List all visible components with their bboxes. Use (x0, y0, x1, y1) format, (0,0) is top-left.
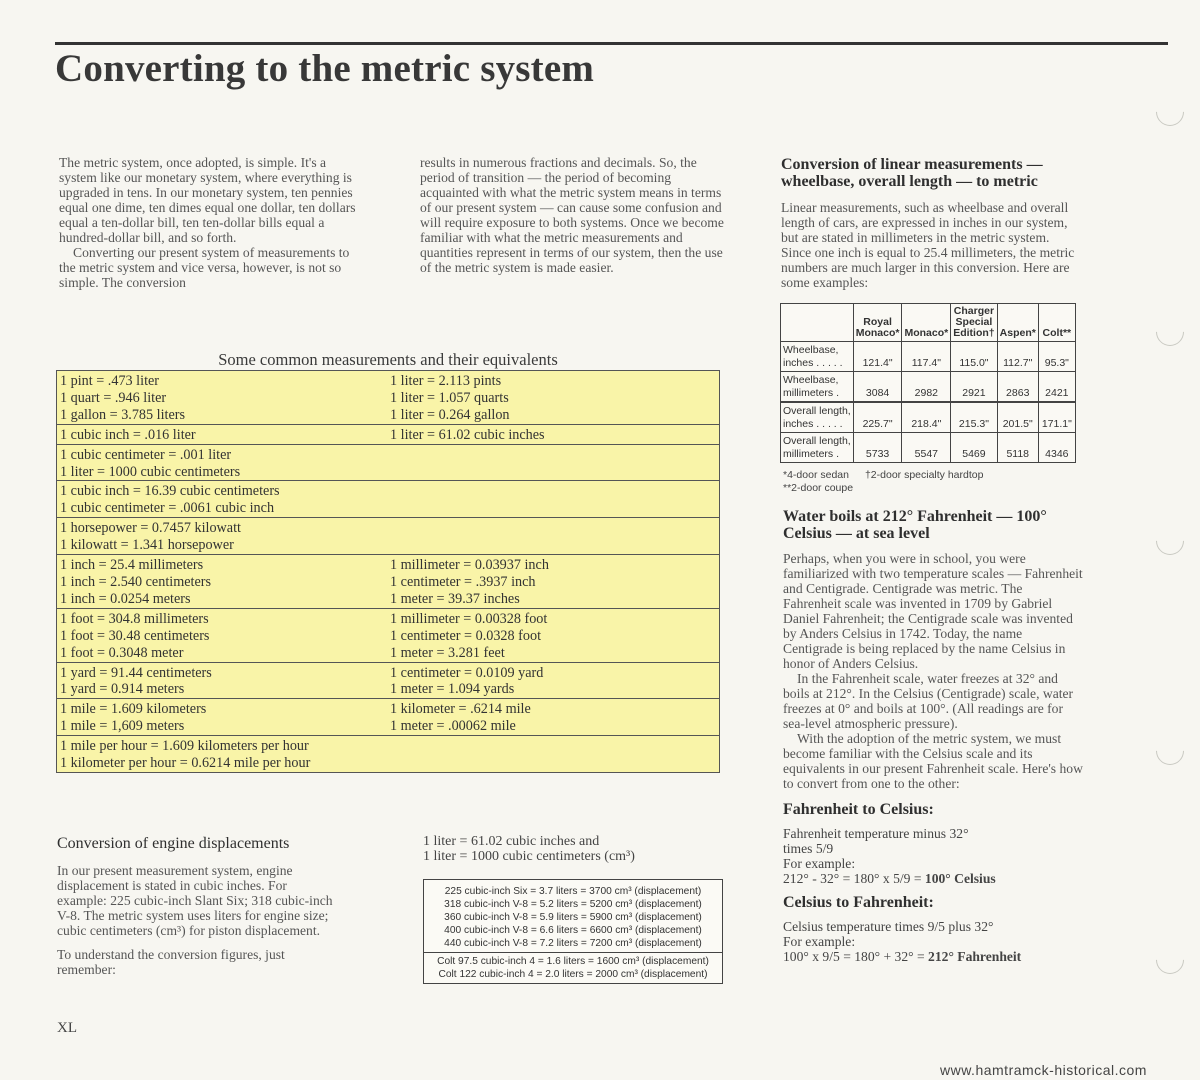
engine-row: 225 cubic-inch Six = 3.7 liters = 3700 cm³ (displacement) (444, 886, 702, 897)
conversion-right-cell (387, 445, 719, 481)
temperature-heading: Water boils at 212° Fahrenheit — 100° Celsius — at sea level (783, 508, 1047, 542)
page-title: Converting to the metric system (55, 47, 595, 90)
intro-paragraph: Converting our present system of measurements to the metric system and vice versa, however, is not so simple. The conversion (59, 245, 350, 290)
conversion-equivalence: 1 meter = 3.281 feet (390, 644, 505, 661)
conversion-left-cell (57, 481, 387, 517)
conversion-equivalence: 1 millimeter = 0.03937 inch (390, 557, 549, 574)
conversion-equivalence: 1 cubic inch = 16.39 cubic centimeters (60, 483, 280, 500)
linear-value-cell: 2421 (1038, 372, 1075, 403)
engine-paragraph: To understand the conversion figures, just remember: (57, 947, 285, 977)
intro-column-2 (420, 155, 725, 275)
binder-hole (1150, 940, 1190, 980)
remember-line: 1 liter = 61.02 cubic inches and (423, 834, 600, 849)
conversion-row (57, 608, 719, 662)
conversion-equivalence: 1 meter = 39.37 inches (390, 590, 520, 607)
page-folio: XL (57, 1020, 77, 1036)
linear-row (781, 402, 1076, 433)
engine-heading: Conversion of engine displacements (57, 835, 290, 852)
formula-result: 212° Fahrenheit (928, 949, 1022, 964)
engine-row: 440 cubic-inch V-8 = 7.2 liters = 7200 cm³ (displacement) (444, 938, 702, 949)
linear-row-label-line: Overall length, (783, 405, 851, 417)
conversion-equivalence: 1 liter = 61.02 cubic inches (390, 426, 545, 443)
formula-line: For example: (783, 856, 856, 871)
conversion-equivalence: 1 yard = 0.914 meters (60, 681, 185, 698)
engine-row: 360 cubic-inch V-8 = 5.9 liters = 5900 cm³ (displacement) (444, 912, 702, 923)
remember-lines (423, 834, 723, 864)
linear-row-label-line: Wheelbase, (783, 344, 839, 356)
linear-heading: Conversion of linear measurements — wheelbase, overall length — to metric (781, 156, 1043, 190)
conversion-equivalence: 1 mile per hour = 1.609 kilometers per hour (60, 738, 309, 755)
linear-value-cell: 4346 (1038, 433, 1075, 463)
engine-section (57, 835, 377, 977)
linear-value-cell: 5469 (951, 433, 997, 463)
intro-paragraph: The metric system, once adopted, is simple. It's a system like our monetary system, where everything is upgraded in tens. In our monetary system, ten pennies equal one dime, ten dimes equal one dollar, ten dollars equal a ten-dollar bill, ten ten-dollar bills equal a hundred-dollar bill, and so forth. (59, 155, 356, 245)
conversion-equivalence: 1 cubic inch = .016 liter (60, 426, 196, 443)
binder-hole (1150, 521, 1190, 561)
linear-value-cell: 2921 (951, 372, 997, 403)
linear-row-label-line: inches . . . . . (783, 356, 843, 369)
linear-row-label-line: millimeters . (783, 447, 840, 460)
linear-row-label (781, 372, 854, 403)
conversion-equivalence: 1 gallon = 3.785 liters (60, 406, 186, 423)
conversion-left-cell (57, 371, 387, 424)
linear-row (781, 433, 1076, 463)
linear-value-cell: 2982 (902, 372, 951, 403)
conversion-row (57, 554, 719, 608)
linear-value-cell: 121.4" (853, 342, 902, 372)
linear-header-row (781, 304, 1076, 342)
linear-column-header: Monaco* (902, 304, 951, 342)
footnote: **2-door coupe (783, 482, 854, 494)
conversion-row (57, 662, 719, 699)
linear-row-label (781, 342, 854, 372)
title-rule (55, 42, 1168, 45)
footnote: *4-door sedan (783, 469, 849, 481)
formula-example: 100° x 9/5 = 180° + 32° = (783, 949, 929, 964)
linear-value-cell: 112.7" (997, 342, 1038, 372)
formula-line: For example: (783, 934, 856, 949)
conversion-equivalence: 1 millimeter = 0.00328 foot (390, 610, 548, 627)
linear-table (780, 303, 1076, 463)
conversion-equivalence: 1 kilometer per hour = 0.6214 mile per hour (60, 755, 311, 772)
linear-column-header: Colt** (1038, 304, 1075, 342)
linear-corner-cell (781, 304, 854, 342)
engine-row: 318 cubic-inch V-8 = 5.2 liters = 5200 cm³ (displacement) (444, 899, 702, 910)
formula-line: times 5/9 (783, 841, 834, 856)
conversion-right-cell (387, 609, 719, 662)
conversion-right-cell (387, 736, 719, 772)
conversion-right-cell (387, 699, 719, 735)
linear-value-cell: 201.5" (997, 402, 1038, 433)
binder-hole (1150, 92, 1190, 132)
conversion-equivalence: 1 inch = 2.540 centimeters (60, 573, 212, 590)
linear-value-cell: 5118 (997, 433, 1038, 463)
formula-example: 212° - 32° = 180° x 5/9 = (783, 871, 925, 886)
conversion-left-cell (57, 609, 387, 662)
temperature-paragraph: Perhaps, when you were in school, you were familiarized with two temperature scales — Fahrenheit and Centigrade. Centigrade was metric. The Fahrenheit scale was invented in 1709 by Gabriel Daniel Fahrenheit; the Centigrade scale was invented by Anders Celsius in 1742. Today, the name Centigrade is being replaced by the name Celsius in honor of Anders Celsius. (783, 551, 1083, 671)
linear-value-cell: 5733 (853, 433, 902, 463)
conversion-row (57, 424, 719, 444)
linear-row-label (781, 402, 854, 433)
conversion-equivalence: 1 foot = 30.48 centimeters (60, 627, 210, 644)
conversion-equivalence: 1 liter = 2.113 pints (390, 373, 502, 389)
conversion-right-cell (387, 371, 719, 424)
conversion-right-cell (387, 663, 719, 699)
conversion-equivalence: 1 meter = .00062 mile (390, 718, 516, 735)
intro-paragraph: results in numerous fractions and decimals. So, the period of transition — the period of becoming acquainted with what the metric system means in terms of our present system — can cause some confusion and will require exposure to both systems. Once we become familiar with what the metric measurements and quantities represent in terms of our system, then the use of the metric system is made easier. (420, 155, 724, 275)
linear-row-label (781, 433, 854, 463)
linear-value-cell: 225.7" (853, 402, 902, 433)
linear-column-header: Aspen* (997, 304, 1038, 342)
temperature-paragraph: In the Fahrenheit scale, water freezes at 32° and boils at 212°. In the Celsius (Centigrade) scale, water freezes at 0° and boils at 100°. (All readings are for sea-level atmospheric pressure). (783, 671, 1074, 731)
watermark: www.hamtramck-historical.com (940, 1062, 1147, 1078)
formula-result: 100° Celsius (924, 871, 996, 886)
conversion-equivalence: 1 kilowatt = 1.341 horsepower (60, 537, 234, 554)
conversion-equivalence: 1 liter = 1.057 quarts (390, 389, 509, 406)
f2c-heading: Fahrenheit to Celsius: (783, 801, 934, 818)
linear-value-cell: 218.4" (902, 402, 951, 433)
conversion-equivalence: 1 inch = 25.4 millimeters (60, 557, 204, 574)
remember-line: 1 liter = 1000 cubic centimeters (cm³) (423, 849, 635, 864)
binder-hole (1150, 731, 1190, 771)
linear-section (781, 156, 1081, 290)
footnote: †2-door specialty hardtop (864, 469, 984, 481)
engine-table (423, 879, 723, 984)
conversion-row (57, 735, 719, 772)
conversion-table (56, 370, 720, 773)
formula-line: Celsius temperature times 9/5 plus 32° (783, 919, 994, 934)
engine-row: Colt 122 cubic-inch 4 = 2.0 liters = 2000 cm³ (displacement) (438, 969, 708, 980)
conversion-equivalence: 1 centimeter = 0.0328 foot (390, 627, 542, 644)
linear-row-label-line: millimeters . (783, 386, 840, 399)
linear-paragraph: Linear measurements, such as wheelbase and overall length of cars, are expressed in inches in our system, but are stated in millimeters in the metric system. Since one inch is equal to 25.4 millimeters, the metric numbers are much larger in this conversion. Here are some examples: (781, 200, 1075, 290)
temperature-section (783, 508, 1083, 964)
conversion-equivalence: 1 liter = 0.264 gallon (390, 406, 510, 423)
conversion-equivalence: 1 meter = 1.094 yards (390, 681, 515, 698)
conversion-right-cell (387, 481, 719, 517)
linear-value-cell: 171.1" (1038, 402, 1075, 433)
conversion-equivalence: 1 inch = 0.0254 meters (60, 590, 191, 607)
conversion-equivalence: 1 pint = .473 liter (60, 373, 160, 389)
formula-line: Fahrenheit temperature minus 32° (783, 826, 969, 841)
binder-hole (1150, 312, 1190, 352)
conversion-equivalence: 1 mile = 1,609 meters (60, 718, 185, 735)
linear-row (781, 372, 1076, 403)
linear-value-cell: 5547 (902, 433, 951, 463)
linear-footnotes (783, 469, 983, 495)
engine-row: 400 cubic-inch V-8 = 6.6 liters = 6600 cm³ (displacement) (444, 925, 702, 936)
conversion-equivalence: 1 horsepower = 0.7457 kilowatt (60, 520, 241, 537)
linear-row-label-line: inches . . . . . (783, 417, 843, 430)
conversion-equivalence: 1 quart = .946 liter (60, 389, 167, 406)
conversion-equivalence: 1 liter = 1000 cubic centimeters (60, 463, 241, 480)
conversion-equivalence: 1 kilometer = .6214 mile (390, 701, 531, 718)
intro-column-1 (59, 155, 359, 290)
conversion-equivalence: 1 centimeter = 0.0109 yard (390, 664, 544, 681)
conversion-equivalence: 1 cubic centimeter = .0061 cubic inch (60, 500, 275, 517)
conversion-row (57, 517, 719, 554)
linear-value-cell: 3084 (853, 372, 902, 403)
linear-value-cell: 95.3" (1038, 342, 1075, 372)
linear-row-label-line: Overall length, (783, 435, 851, 447)
conversion-left-cell (57, 699, 387, 735)
conversion-equivalence: 1 yard = 91.44 centimeters (60, 664, 212, 681)
conversion-equivalence: 1 mile = 1.609 kilometers (60, 701, 207, 718)
conversion-row (57, 480, 719, 517)
engine-table-block (424, 880, 722, 952)
conversion-left-cell (57, 445, 387, 481)
engine-paragraph: In our present measurement system, engine displacement is stated in cubic inches. For example: 225 cubic-inch Slant Six; 318 cubic-inch V-8. The metric system uses liters for engine size; cubic centimeters (cm³) for piston displacement. (57, 863, 333, 938)
conversion-table-title: Some common measurements and their equivalents (218, 350, 558, 369)
conversion-row (57, 444, 719, 481)
engine-table-block (424, 952, 722, 983)
temperature-paragraph: With the adoption of the metric system, we must become familiar with the Celsius scale and its equivalents in our present Fahrenheit scale. Here's how to convert from one to the other: (783, 731, 1083, 791)
conversion-left-cell (57, 425, 387, 444)
f2c-formula (783, 826, 1083, 886)
conversion-equivalence: 1 cubic centimeter = .001 liter (60, 446, 232, 463)
linear-column-header: Charger Special Edition† (951, 304, 997, 342)
conversion-left-cell (57, 663, 387, 699)
conversion-equivalence: 1 foot = 0.3048 meter (60, 644, 184, 661)
c2f-heading: Celsius to Fahrenheit: (783, 894, 934, 911)
linear-column-header: Royal Monaco* (853, 304, 902, 342)
engine-row: Colt 97.5 cubic-inch 4 = 1.6 liters = 1600 cm³ (displacement) (437, 956, 709, 967)
conversion-right-cell (387, 425, 719, 444)
linear-value-cell: 117.4" (902, 342, 951, 372)
conversion-row (57, 371, 719, 424)
conversion-left-cell (57, 555, 387, 608)
c2f-formula (783, 919, 1083, 964)
conversion-right-cell (387, 555, 719, 608)
conversion-left-cell (57, 518, 387, 554)
linear-value-cell: 2863 (997, 372, 1038, 403)
linear-row-label-line: Wheelbase, (783, 374, 839, 386)
linear-row (781, 342, 1076, 372)
conversion-right-cell (387, 518, 719, 554)
linear-value-cell: 115.0" (951, 342, 997, 372)
conversion-equivalence: 1 foot = 304.8 millimeters (60, 610, 209, 627)
conversion-row (57, 698, 719, 735)
linear-value-cell: 215.3" (951, 402, 997, 433)
conversion-left-cell (57, 736, 387, 772)
conversion-equivalence: 1 centimeter = .3937 inch (390, 573, 536, 590)
